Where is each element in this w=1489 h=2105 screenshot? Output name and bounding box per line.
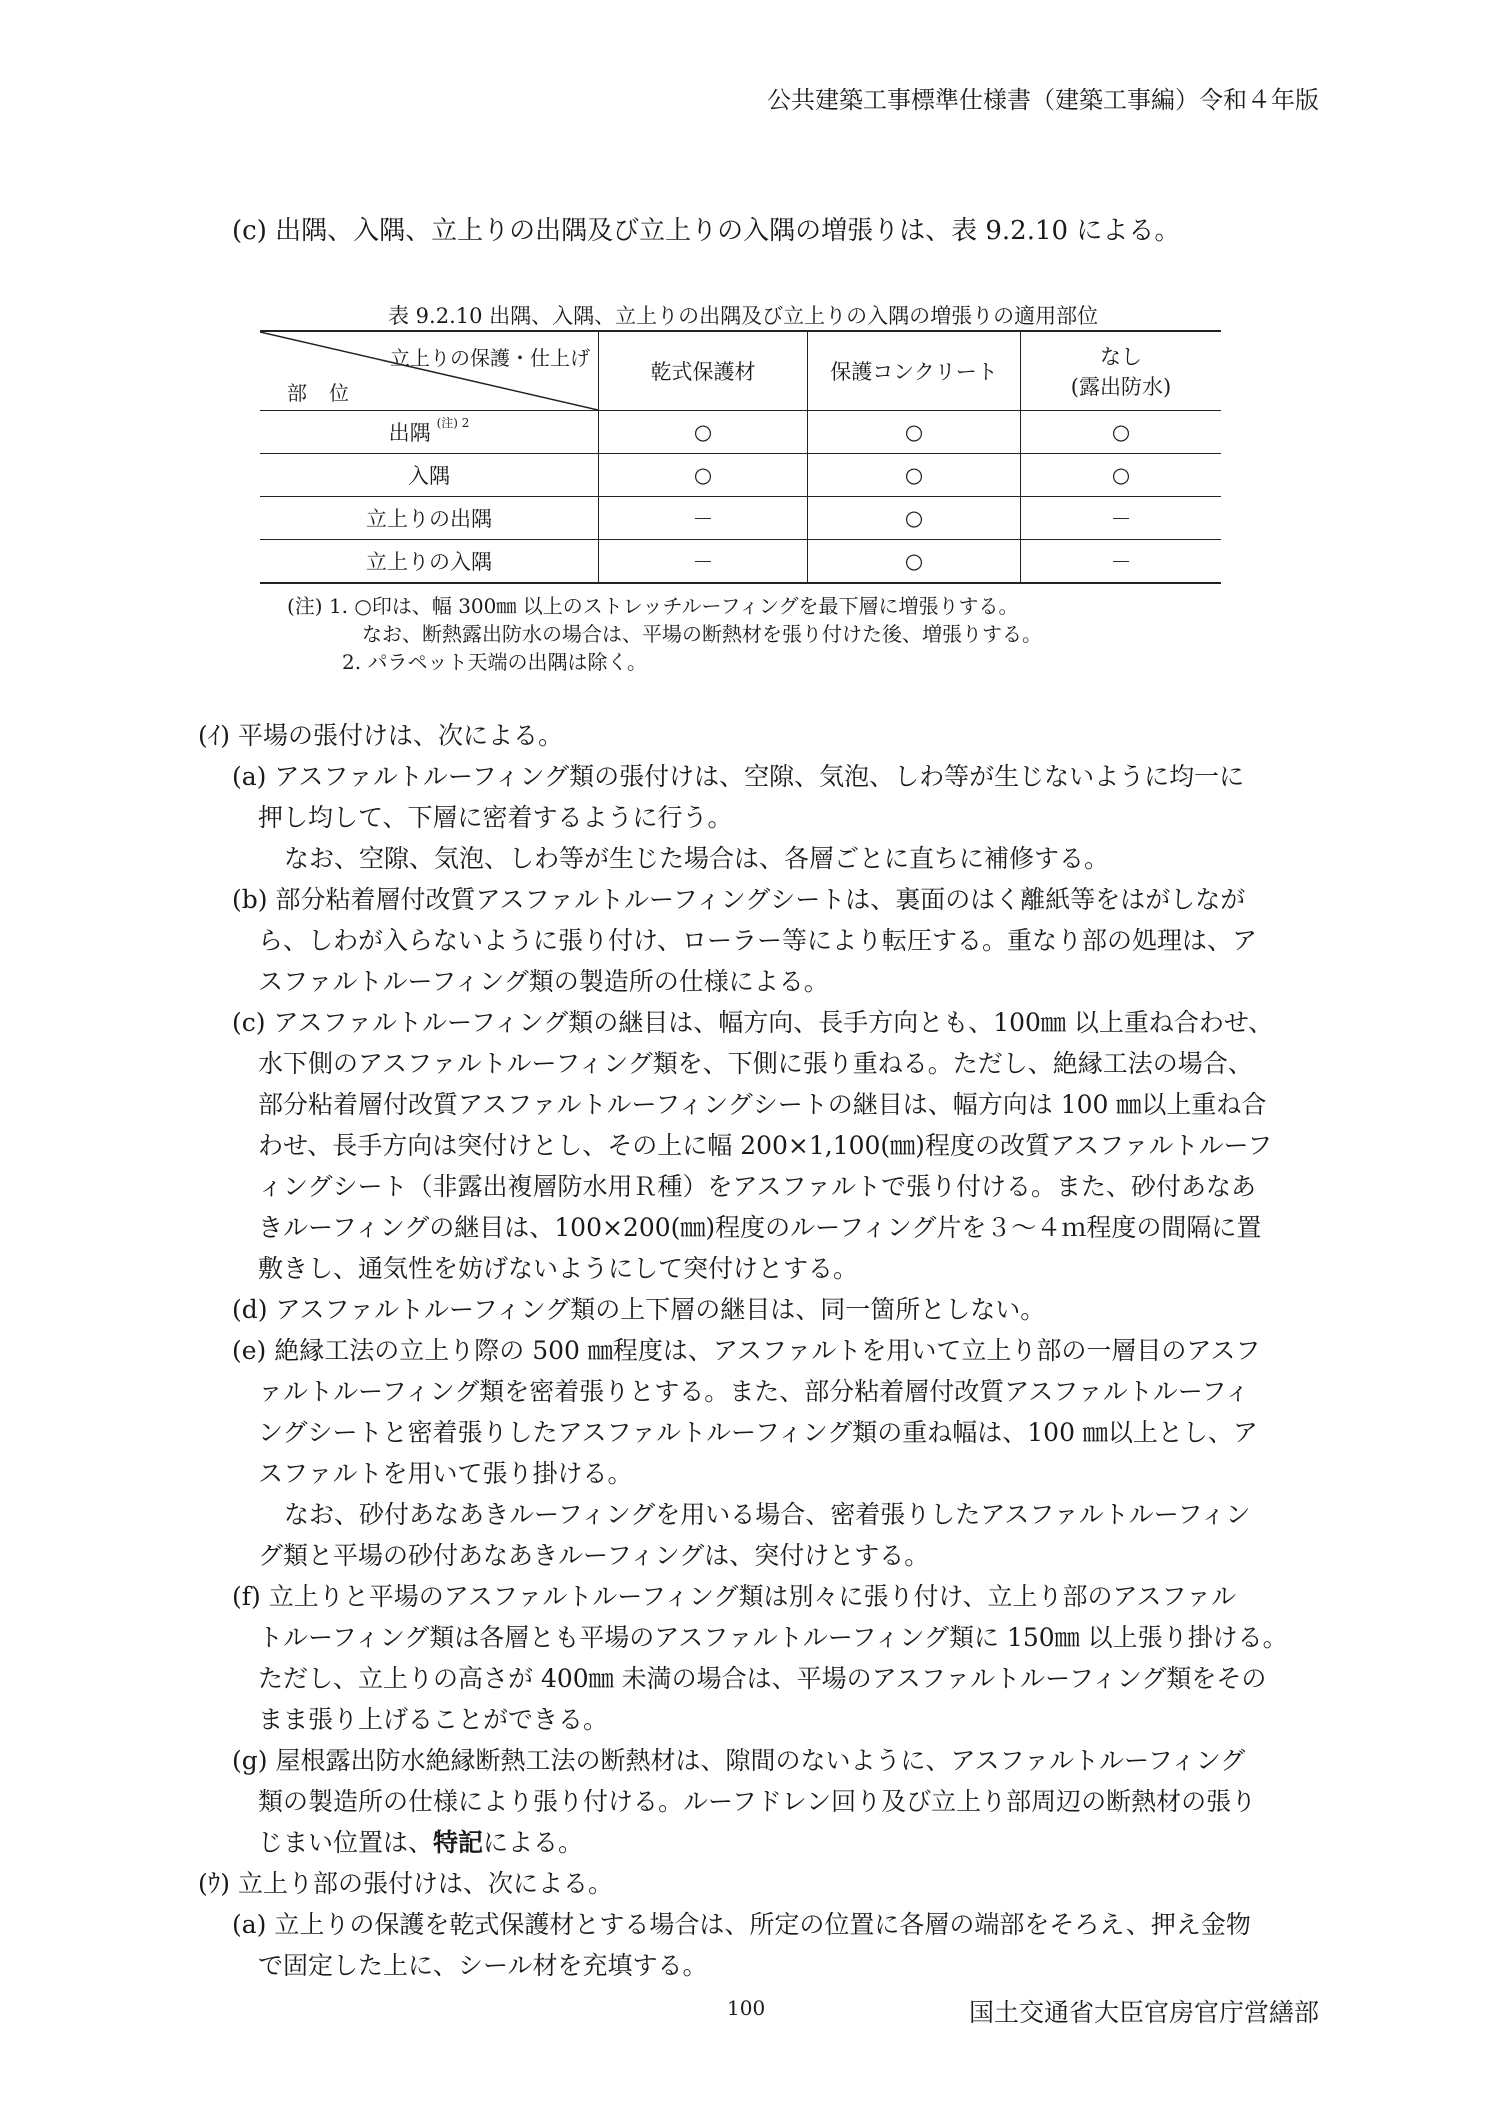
section-heading: (ｲ) 平場の張付けは、次による。 bbox=[198, 721, 563, 750]
body-line: ングシートと密着張りしたアスファルトルーフィング類の重ね幅は、100 ㎜以上とし、ア bbox=[258, 1418, 1258, 1447]
body-line: (b) 部分粘着層付改質アスファルトルーフィングシートは、裏面のはく離紙等をはがしなが bbox=[232, 885, 1246, 914]
row-label: 立上りの入隅 bbox=[260, 540, 599, 584]
table-cell: － bbox=[1021, 497, 1222, 540]
header-part-label: 部位 bbox=[287, 381, 371, 405]
body-line: で固定した上に、シール材を充填する。 bbox=[258, 1951, 708, 1980]
table-note: なお、断熱露出防水の場合は、平場の断熱材を張り付けた後、増張りする。 bbox=[362, 622, 1042, 646]
table-row bbox=[260, 411, 1221, 454]
column-header-dry-protection: 乾式保護材 bbox=[599, 331, 808, 411]
header-finish-label: 立上りの保護・仕上げ bbox=[390, 346, 590, 370]
body-line: グ類と平場の砂付あなあきルーフィングは、突付けとする。 bbox=[258, 1541, 930, 1570]
intro-paragraph: (c) 出隅、入隅、立上りの出隅及び立上りの入隅の増張りは、表 9.2.10 による。 bbox=[232, 216, 1181, 246]
body-line: スファルトルーフィング類の製造所の仕様による。 bbox=[258, 967, 829, 996]
body-line: 類の製造所の仕様により張り付ける。ルーフドレン回り及び立上り部周辺の断熱材の張り bbox=[258, 1787, 1257, 1816]
body-line: トルーフィング類は各層とも平場のアスファルトルーフィング類に 150㎜ 以上張り掛ける。 bbox=[258, 1623, 1288, 1652]
body-line: 押し均して、下層に密着するように行う。 bbox=[258, 803, 733, 832]
page-number: 100 bbox=[727, 1996, 766, 2020]
body-line: きルーフィングの継目は、100×200(㎜)程度のルーフィング片を３～４ｍ程度の間隔に置 bbox=[258, 1213, 1262, 1242]
body-line: ただし、立上りの高さが 400㎜ 未満の場合は、平場のアスファルトルーフィング類をその bbox=[258, 1664, 1267, 1693]
column-header-none: なし bbox=[1100, 345, 1142, 369]
note-reference: (注) 2 bbox=[436, 416, 470, 430]
row-label: 出隅 $^{(注) 2}$ bbox=[260, 411, 599, 454]
table-diagonal-header bbox=[260, 331, 599, 411]
row-label: 入隅 bbox=[260, 454, 599, 497]
table-cell: ○ bbox=[1021, 454, 1222, 497]
body-line: じまい位置は、特記による。 bbox=[258, 1828, 584, 1857]
table-cell: ○ bbox=[1021, 411, 1222, 454]
running-header: 公共建築工事標準仕様書（建築工事編）令和４年版 bbox=[767, 86, 1319, 114]
table-cell: ○ bbox=[599, 454, 808, 497]
table-cell: － bbox=[599, 540, 808, 584]
table-note: (注) 1. ○印は、幅 300㎜ 以上のストレッチルーフィングを最下層に増張りする。 bbox=[287, 594, 1019, 618]
footer-organization: 国土交通省大臣官房官庁営繕部 bbox=[968, 1998, 1319, 2027]
table-cell: ○ bbox=[599, 411, 808, 454]
body-line: (a) アスファルトルーフィング類の張付けは、空隙、気泡、しわ等が生じないように均一に bbox=[232, 762, 1245, 791]
body-line: なお、空隙、気泡、しわ等が生じた場合は、各層ごとに直ちに補修する。 bbox=[284, 844, 1110, 873]
body-line: ァルトルーフィング類を密着張りとする。また、部分粘着層付改質アスファルトルーフィ bbox=[258, 1377, 1250, 1406]
table-cell: ○ bbox=[808, 497, 1021, 540]
column-header-exposed bbox=[1021, 331, 1222, 411]
body-line: スファルトを用いて張り掛ける。 bbox=[258, 1459, 633, 1488]
body-line: (f) 立上りと平場のアスファルトルーフィング類は別々に張り付け、立上り部のアスファル bbox=[232, 1582, 1236, 1611]
table-cell: － bbox=[599, 497, 808, 540]
body-line: (g) 屋根露出防水絶縁断熱工法の断熱材は、隙間のないように、アスファルトルーフィング bbox=[232, 1746, 1246, 1775]
body-line: (d) アスファルトルーフィング類の上下層の継目は、同一箇所としない。 bbox=[232, 1295, 1046, 1324]
table-note: 2. パラペット天端の出隅は除く。 bbox=[342, 650, 648, 674]
body-line: まま張り上げることができる。 bbox=[258, 1705, 609, 1734]
body-line: 敷きし、通気性を妨げないようにして突付けとする。 bbox=[258, 1254, 859, 1283]
table-cell: ○ bbox=[808, 454, 1021, 497]
table-cell: ○ bbox=[808, 540, 1021, 584]
column-header-exposed-waterproof: (露出防水) bbox=[1070, 375, 1172, 399]
body-line: (c) アスファルトルーフィング類の継目は、幅方向、長手方向とも、100㎜ 以上重ね合わせ、 bbox=[232, 1008, 1274, 1037]
body-line: (a) 立上りの保護を乾式保護材とする場合は、所定の位置に各層の端部をそろえ、押え金物 bbox=[232, 1910, 1251, 1939]
table-cell: － bbox=[1021, 540, 1222, 584]
body-line: ィングシート（非露出複層防水用Ｒ種）をアスファルトで張り付ける。また、砂付あなあ bbox=[258, 1172, 1257, 1201]
row-label: 立上りの出隅 bbox=[260, 497, 599, 540]
table-cell: ○ bbox=[808, 411, 1021, 454]
body-line: (e) 絶縁工法の立上り際の 500 ㎜程度は、アスファルトを用いて立上り部の一層目のアスフ bbox=[232, 1336, 1261, 1365]
section-heading: (ｳ) 立上り部の張付けは、次による。 bbox=[198, 1869, 613, 1898]
table-row bbox=[260, 454, 1221, 497]
body-line: ら、しわが入らないように張り付け、ローラー等により転圧する。重なり部の処理は、ア bbox=[258, 926, 1258, 955]
table-row bbox=[260, 497, 1221, 540]
body-line: 水下側のアスファルトルーフィング類を、下側に張り重ねる。ただし、絶縁工法の場合、 bbox=[258, 1049, 1253, 1078]
table-row bbox=[260, 540, 1221, 584]
column-header-concrete: 保護コンクリート bbox=[808, 331, 1021, 411]
body-line: なお、砂付あなあきルーフィングを用いる場合、密着張りしたアスファルトルーフィン bbox=[284, 1500, 1251, 1529]
body-line: わせ、長手方向は突付けとし、その上に幅 200×1,100(㎜)程度の改質アスファルトルーフ bbox=[258, 1131, 1273, 1160]
body-line: 部分粘着層付改質アスファルトルーフィングシートの継目は、幅方向は 100 ㎜以上重ね合 bbox=[258, 1090, 1267, 1119]
table-caption: 表 9.2.10 出隅、入隅、立上りの出隅及び立上りの入隅の増張りの適用部位 bbox=[388, 304, 1099, 328]
table-header-row bbox=[260, 331, 1221, 411]
special-note-term: 特記 bbox=[433, 1828, 484, 1857]
application-table bbox=[260, 330, 1221, 584]
